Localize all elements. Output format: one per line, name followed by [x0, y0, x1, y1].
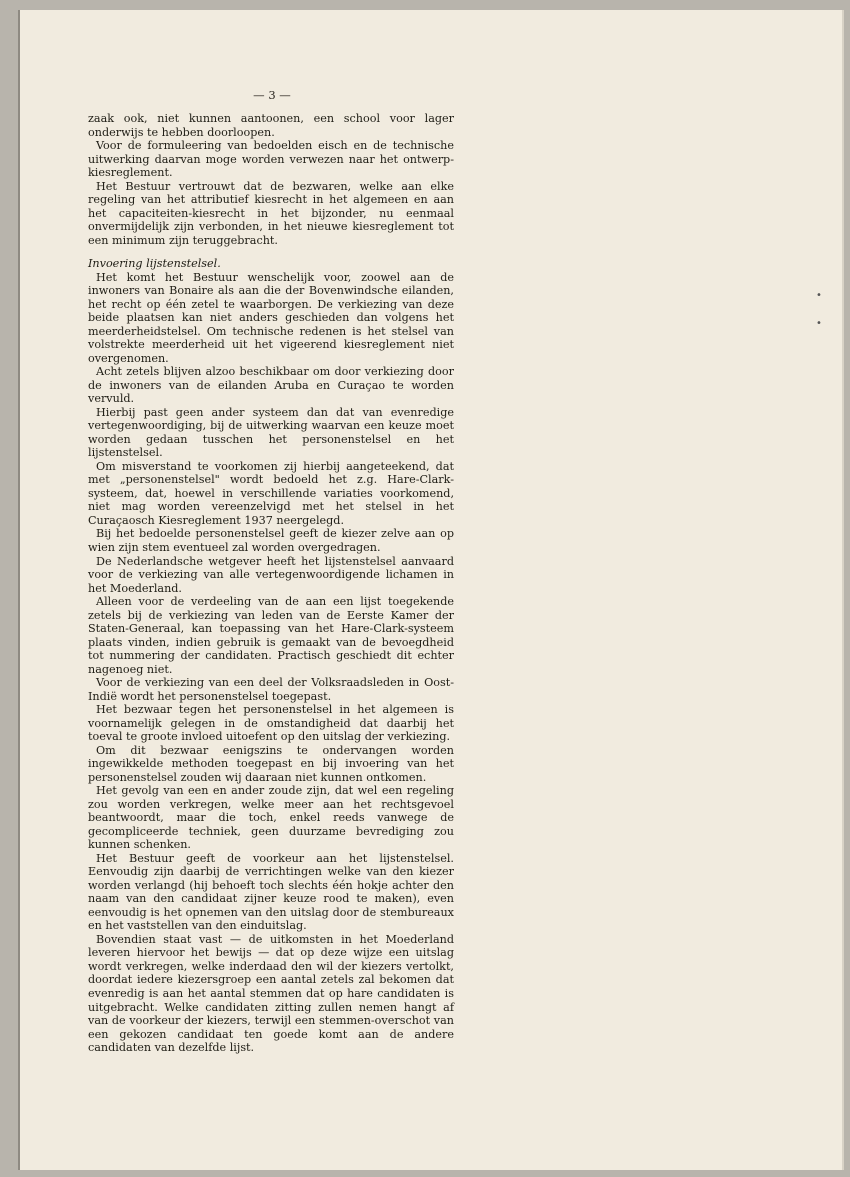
paragraph: Om dit bezwaar eenigszins te ondervangen worden ingewikkelde methoden toegepast en bij invoering van het personenstelsel zouden wij daaraan niet kunnen ontkomen.: [88, 743, 454, 784]
margin-mark: •: [816, 318, 822, 329]
paragraph: Het bezwaar tegen het personenstelsel in het algemeen is voornamelijk gelegen in de omstandigheid dat daarbij het toeval te groote invloed uitoefent op den uitslag der verkiezing.: [88, 703, 454, 744]
paragraph: De Nederlandsche wetgever heeft het lijstenstelsel aanvaard voor de verkiezing van alle vertegenwoordigende lichamen in het Moederland.: [88, 554, 454, 595]
paragraph: Bij het bedoelde personenstelsel geeft de kiezer zelve aan op wien zijn stem eventueel zal worden overgedragen.: [88, 527, 454, 554]
margin-mark: •: [816, 290, 822, 301]
paragraph: zaak ook, niet kunnen aantoonen, een school voor lager onderwijs te hebben doorloopen.: [88, 112, 454, 139]
paragraph: Om misverstand te voorkomen zij hierbij aangeteekend, dat met „personenstelsel" wordt bedoeld het z.g. Hare-Clark-systeem, dat, hoewel in verschillende variaties voorkomend, niet mag worden vereenzelvigd met het stelsel in het Curaçaosch Kiesreglement 1937 neergelegd.: [88, 459, 454, 527]
paragraph: Acht zetels blijven alzoo beschikbaar om door verkiezing door de inwoners van de eilanden Aruba en Curaçao te worden vervuld.: [88, 365, 454, 406]
paragraph: Hierbij past geen ander systeem dan dat van evenredige vertegenwoordiging, bij de uitwerking waarvan een keuze moet worden gedaan tusschen het personenstelsel en het lijstenstelsel.: [88, 405, 454, 460]
paragraph: Alleen voor de verdeeling van de aan een lijst toegekende zetels bij de verkiezing van leden van de Eerste Kamer der Staten-Generaal, kan toepassing van het Hare-Clark-systeem plaats vinden, indien gebruik is gemaakt van de bevoegdheid tot nummering der candidaten. Practisch geschiedt dit echter nagenoeg niet.: [88, 595, 454, 676]
page-number: — 3 —: [253, 88, 291, 102]
paragraph: Het gevolg van een en ander zoude zijn, dat wel een regeling zou worden verkregen, welke meer aan het rechtsgevoel beantwoordt, maar die toch, enkel reeds vanwege de gecompliceerde techniek, geen duurzame bevrediging zou kunnen schenken.: [88, 784, 454, 852]
paragraph: Het Bestuur vertrouwt dat de bezwaren, welke aan elke regeling van het attributief kiesrecht in het algemeen en aan het capaciteiten-kiesrecht in het bijzonder, nu eenmaal onvermijdelijk zijn verbonden, in het nieuwe kiesreglement tot een minimum zijn teruggebracht.: [88, 179, 454, 247]
paragraph: Voor de verkiezing van een deel der Volksraadsleden in Oost-Indië wordt het personenstelsel toegepast.: [88, 676, 454, 703]
body-text: [88, 112, 454, 1055]
bleed-through-text: [522, 90, 782, 116]
paragraph: Het Bestuur geeft de voorkeur aan het lijstenstelsel. Eenvoudig zijn daarbij de verrichtingen welke van den kiezer worden verlangd (hij behoeft toch slechts één hokje achter den naam van den candidaat zijner keuze rood te maken), even eenvoudig is het opnemen van den uitslag door de stembureaux en het vaststellen van den einduitslag.: [88, 851, 454, 933]
section-heading: Invoering lijstenstelsel.: [88, 257, 221, 271]
paragraph: Het komt het Bestuur wenschelijk voor, zoowel aan de inwoners van Bonaire als aan die der Bovenwindsche eilanden, het recht op één zetel te waarborgen. De verkiezing van deze beide plaatsen kan niet anders geschieden dan volgens het meerderheidstelsel. Om technische redenen is het stelsel van volstrekte meerderheid uit het vigeerend kiesreglement niet overgenomen.: [88, 270, 454, 365]
paragraph: Voor de formuleering van bedoelden eisch en de technische uitwerking daarvan moge worden verwezen naar het ontwerp-kiesreglement.: [88, 139, 454, 180]
paragraph: Bovendien staat vast — de uitkomsten in het Moederland leveren hiervoor het bewijs — dat op deze wijze een uitslag wordt verkregen, welke inderdaad den wil der kiezers vertolkt, doordat iedere kiezersgroep een aantal zetels zal bekomen dat evenredig is aan het aantal stemmen dat op hare candidaten is uitgebracht. Welke candidaten zitting zullen nemen hangt af van de voorkeur der kiezers, terwijl een stemmen-overschot van een gekozen candidaat ten goede komt aan de andere candidaten van dezelfde lijst.: [88, 932, 454, 1055]
